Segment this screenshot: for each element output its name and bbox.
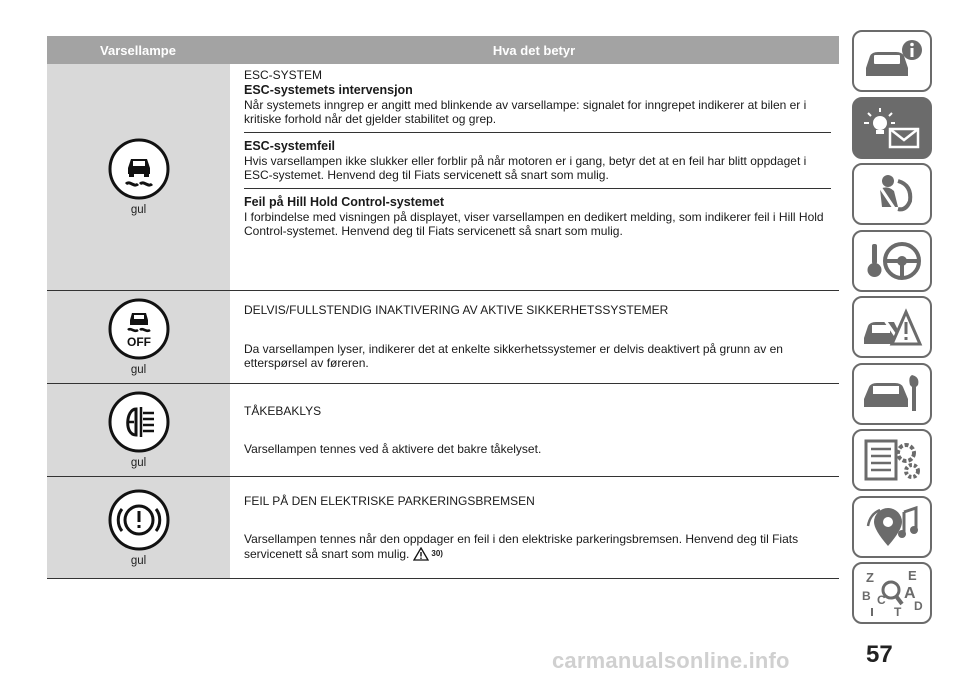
tab-index[interactable] xyxy=(852,562,932,624)
electric-parking-brake-icon xyxy=(108,489,170,551)
table-row xyxy=(47,477,839,579)
start-driving-icon xyxy=(860,238,924,284)
table-row xyxy=(47,291,839,384)
color-label: gul xyxy=(130,554,147,567)
description-cell xyxy=(230,64,839,290)
warning-lights-icon xyxy=(860,105,924,151)
rear-fog-light-icon xyxy=(108,391,170,453)
description-cell xyxy=(230,384,839,476)
section-text: Når systemets inngrep er angitt med blinkende av varsellampe: signalet for inngrepet indikerer at bilen er i kritiske forhold når det gjelder stabilitet og grep. xyxy=(244,97,807,126)
watermark: carmanualsonline.info xyxy=(552,648,790,673)
header-meaning: Hva det betyr xyxy=(492,42,576,58)
description-section xyxy=(244,64,831,132)
table-row xyxy=(47,64,839,291)
chapter-tabs xyxy=(852,30,932,629)
esc-skid-icon xyxy=(108,138,170,200)
off-text: OFF xyxy=(126,335,151,349)
index-letter: A xyxy=(904,585,916,602)
technical-data-icon xyxy=(860,437,924,483)
warning-ref-number: 30) xyxy=(431,548,443,558)
tab-start-driving[interactable] xyxy=(852,230,932,292)
tab-technical-data[interactable] xyxy=(852,429,932,491)
row-text: Varsellampen tennes ved å aktivere det bakre tåkelyset. xyxy=(244,442,542,456)
tab-safety[interactable] xyxy=(852,163,932,225)
row-text: Da varsellampen lyser, indikerer det at enkelte sikkerhetssystemer er delvis deaktivert på grunn av en etterspørsel av føreren. xyxy=(244,341,783,371)
index-icon xyxy=(860,568,924,618)
maintenance-icon xyxy=(860,371,924,417)
index-letter: D xyxy=(914,599,923,613)
warning-lights-table xyxy=(47,36,839,579)
description-section xyxy=(244,132,831,188)
warning-reference[interactable] xyxy=(413,547,443,562)
section-text: I forbindelse med visningen på displayet, viser varsellampen en dedikert melding, som indikerer feil i Hill Hold Control-systemet. Henvend deg til Fiats servicenett så snart som mulig. xyxy=(244,209,824,238)
emergency-icon xyxy=(860,304,924,350)
tab-maintenance[interactable] xyxy=(852,363,932,425)
multimedia-icon xyxy=(860,504,924,550)
row-title: DELVIS/FULLSTENDIG INAKTIVERING AV AKTIVE SIKKERHETSSYSTEMER xyxy=(244,303,669,318)
car-info-icon xyxy=(860,38,924,84)
index-letter: B xyxy=(862,589,871,603)
row-title: FEIL PÅ DEN ELEKTRISKE PARKERINGSBREMSEN xyxy=(244,493,535,508)
description-cell xyxy=(230,477,839,578)
tab-car-info[interactable] xyxy=(852,30,932,92)
section-heading: Feil på Hill Hold Control-systemet xyxy=(244,194,445,209)
table-row xyxy=(47,384,839,477)
tab-emergency[interactable] xyxy=(852,296,932,358)
lamp-cell xyxy=(47,291,230,383)
color-label: gul xyxy=(130,364,147,376)
section-heading: ESC-systemfeil xyxy=(244,138,336,153)
row-title: TÅKEBAKLYS xyxy=(244,403,322,418)
row-text-body: Varsellampen tennes når den oppdager en feil i den elektriske parkeringsbremsen. Henvend deg til Fiats servicenett så snart som mulig. xyxy=(244,532,799,561)
section-text: Hvis varsellampen ikke slukker eller forblir på når motoren er i gang, betyr det at en feil har blitt oppdaget i ESC-systemet. Henvend deg til Fiats servicenett så snart som mulig. xyxy=(244,153,807,182)
lamp-cell xyxy=(47,64,230,290)
color-label: gul xyxy=(130,457,147,469)
header-warning-light: Varsellampe xyxy=(100,42,176,58)
index-letter: T xyxy=(894,605,902,618)
table-header xyxy=(47,36,839,64)
esc-off-icon xyxy=(108,298,170,360)
description-cell xyxy=(230,291,839,383)
index-letter: E xyxy=(908,568,917,583)
page-number: 57 xyxy=(866,641,893,668)
row-text xyxy=(244,532,831,561)
row-title: ESC-SYSTEM xyxy=(244,68,323,82)
color-label: gul xyxy=(130,204,147,216)
lamp-cell xyxy=(47,384,230,476)
tab-multimedia[interactable] xyxy=(852,496,932,558)
lamp-cell xyxy=(47,477,230,578)
tab-warning-lights[interactable] xyxy=(852,97,932,159)
description-section xyxy=(244,188,831,244)
section-heading: ESC-systemets intervensjon xyxy=(244,82,413,97)
warning-triangle-icon xyxy=(413,547,429,561)
index-letter: C xyxy=(877,593,886,607)
index-letter: Z xyxy=(866,570,874,585)
safety-icon xyxy=(860,171,924,217)
